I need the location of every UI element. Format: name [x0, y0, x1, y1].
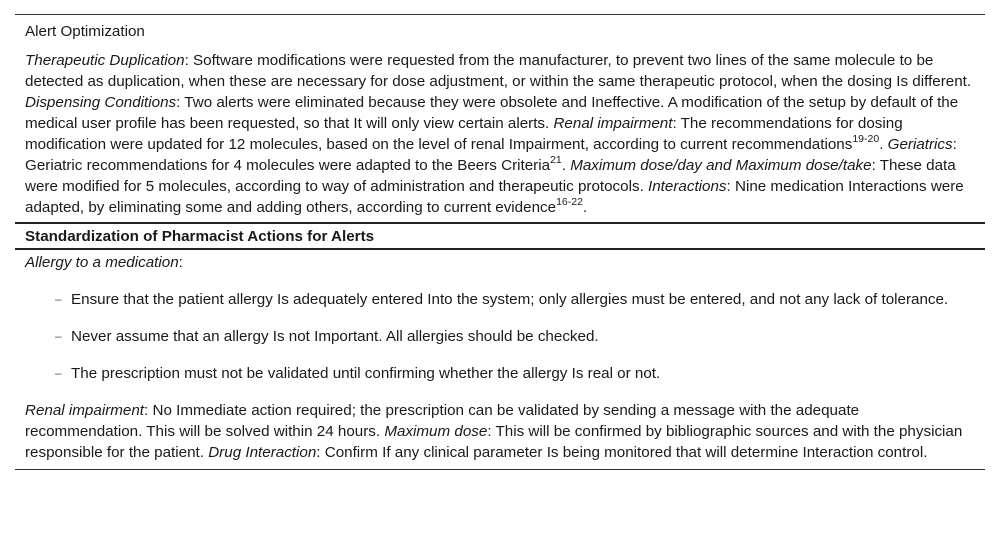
renal-action-text: : No Immediate action required; the prescription can be validated by sending a message with the adequate recommendation. This will be solved within 24 hours. — [25, 402, 860, 440]
list-item-text: Ensure that the patient allergy Is adequately entered Into the system; only allergies must be entered, and not any lack of tolerance. — [71, 291, 949, 308]
maximum-dose-label: Maximum dose/day and Maximum dose/take — [570, 157, 872, 174]
alerts-table — [15, 14, 985, 470]
therapeutic-duplication-label: Therapeutic Duplication — [25, 52, 185, 69]
max-dose-action-text: : This will be confirmed by bibliographic sources and with the physician responsible for the patient. — [25, 423, 963, 461]
renal-action-label: Renal impairment — [25, 402, 145, 419]
geriatrics-after: . — [561, 157, 571, 174]
interactions-label: Interactions — [648, 178, 727, 195]
list-item — [55, 326, 985, 347]
allergy-section-label — [15, 250, 985, 273]
geriatrics-text: : Geriatric recommendations for 4 molecules were adapted to the Beers Criteria — [25, 136, 957, 174]
maximum-dose-text: : These data were modified for 5 molecules, according to way of administration and therapeutic protocols. — [25, 157, 956, 195]
list-item — [55, 289, 985, 310]
interactions-after: . — [582, 199, 588, 216]
therapeutic-duplication-text: : Software modifications were requested from the manufacturer, to prevent two lines of the same molecule to be detected as duplication, when these are necessary for dose adjustment, or within the same therapeutic protocol, when the dosing Is different. — [25, 52, 972, 90]
geriatrics-label: Geriatrics — [887, 136, 953, 153]
allergy-action-list — [15, 289, 985, 384]
pharmacist-actions-text — [15, 384, 985, 469]
max-dose-action-label: Maximum dose — [384, 423, 488, 440]
geriatrics-reference: 21 — [550, 153, 562, 166]
drug-interaction-action-text: : Confirm If any clinical parameter Is being monitored that will determine Interaction control. — [316, 444, 928, 461]
renal-impairment-reference: 19-20 — [852, 132, 880, 145]
renal-impairment-text: : The recommendations for dosing modification were updated for 12 molecules, based on the level of renal Impairment, according to current recommendations — [25, 115, 903, 153]
dash-marker: – — [55, 366, 62, 380]
renal-impairment-after: . — [879, 136, 888, 153]
alert-optimization-text — [15, 48, 985, 222]
standardization-heading: Standardization of Pharmacist Actions for Alerts — [15, 222, 985, 250]
allergy-label: Allergy to a medication — [25, 254, 179, 271]
interactions-reference: 16-22 — [556, 195, 583, 208]
dash-marker: – — [55, 292, 62, 306]
dispensing-conditions-label: Dispensing Conditions — [25, 94, 177, 111]
renal-impairment-label: Renal impairment — [553, 115, 673, 132]
list-item — [55, 363, 985, 384]
list-item-text: The prescription must not be validated until confirming whether the allergy Is real or not. — [71, 365, 661, 382]
dash-marker: – — [55, 329, 62, 343]
alert-optimization-heading: Alert Optimization — [25, 23, 145, 40]
list-item-text: Never assume that an allergy Is not Important. All allergies should be checked. — [71, 328, 599, 345]
drug-interaction-action-label: Drug Interaction — [208, 444, 317, 461]
allergy-colon: : — [178, 254, 183, 271]
dispensing-conditions-text: : Two alerts were eliminated because they were obsolete and Ineffective. A modification of the setup by default of the medical user profile has been requested, so that It will only view certain alerts. — [25, 94, 959, 132]
interactions-text: : Nine medication Interactions were adapted, by eliminating some and adding others, according to current evidence — [25, 178, 964, 216]
